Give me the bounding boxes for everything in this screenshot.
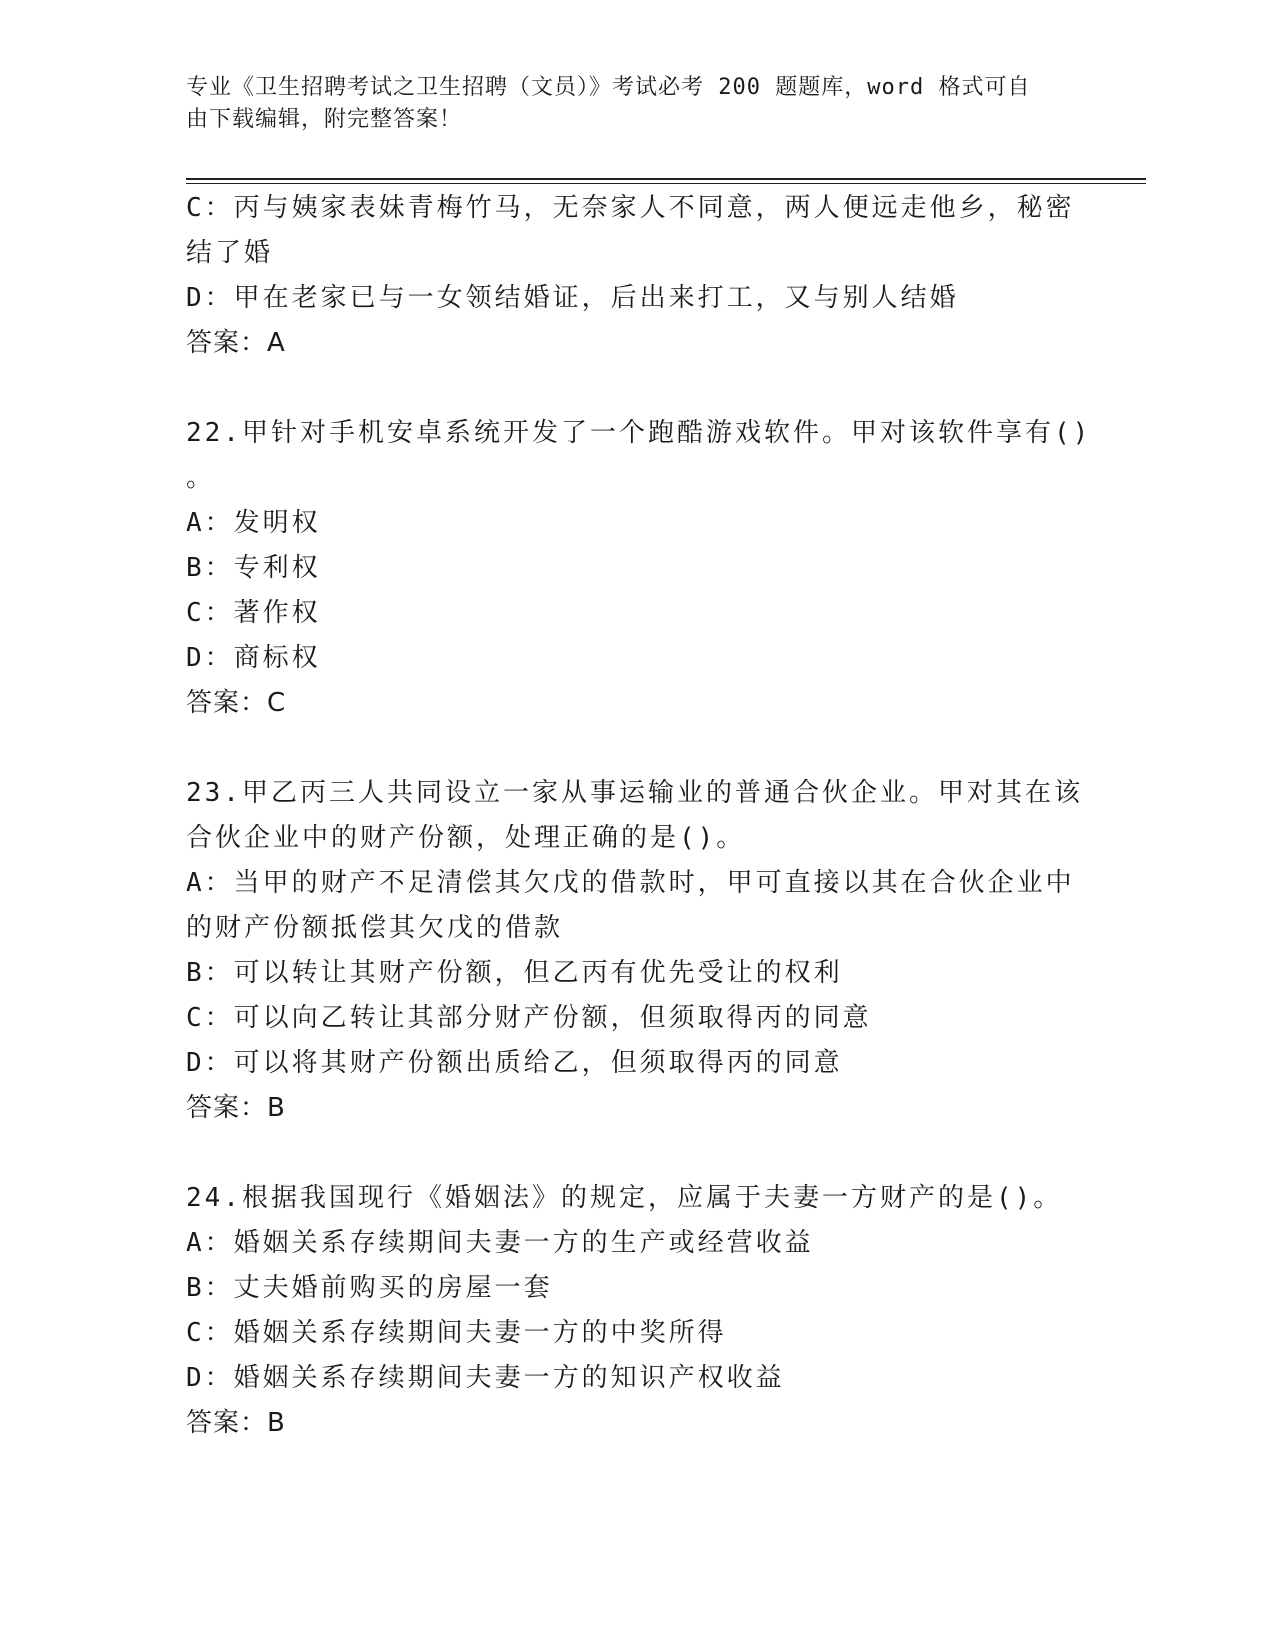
question-stem-line: 24.根据我国现行《婚姻法》的规定，应属于夫妻一方财产的是()。: [186, 1183, 1063, 1213]
question-22: [186, 411, 1092, 726]
option-b: B：丈夫婚前购买的房屋一套: [186, 1273, 553, 1303]
question-body: [186, 186, 1092, 1446]
option-a: A：婚姻关系存续期间夫妻一方的生产或经营收益: [186, 1228, 814, 1258]
option-b: B：可以转让其财产份额，但乙丙有优先受让的权利: [186, 958, 843, 988]
answer-line: 答案：A: [186, 328, 286, 358]
option-d: D：婚姻关系存续期间夫妻一方的知识产权收益: [186, 1363, 785, 1393]
option-b: B：专利权: [186, 553, 321, 583]
option-a-line-1: A：当甲的财产不足清偿其欠戊的借款时，甲可直接以其在合伙企业中: [186, 868, 1075, 898]
answer-line: 答案：B: [186, 1408, 286, 1438]
option-c: C：婚姻关系存续期间夫妻一方的中奖所得: [186, 1318, 727, 1348]
document-header: [186, 72, 1066, 136]
question-24: [186, 1176, 1086, 1446]
header-title-line-1: 专业《卫生招聘考试之卫生招聘（文员）》考试必考 200 题题库，word 格式可自: [186, 75, 1031, 100]
question-23: [186, 771, 1086, 1131]
spacer: [186, 726, 1086, 771]
question-stem-line: 。: [186, 463, 216, 493]
header-rule-thin: [186, 183, 1146, 184]
option-c: C：著作权: [186, 598, 321, 628]
option-c-line-1: C：丙与姨家表妹青梅竹马，无奈家人不同意，两人便远走他乡，秘密: [186, 193, 1075, 223]
spacer: [186, 1131, 1086, 1176]
header-rule-thick: [186, 178, 1146, 180]
header-title-line-2: 由下载编辑，附完整答案！: [186, 107, 463, 132]
spacer: [186, 366, 1086, 411]
option-c-line-2: 结了婚: [186, 238, 274, 268]
answer-line: 答案：C: [186, 688, 287, 718]
option-d: D：可以将其财产份额出质给乙，但须取得丙的同意: [186, 1048, 843, 1078]
previous-question-continuation: [186, 186, 1086, 366]
option-d: D：商标权: [186, 643, 321, 673]
option-a-line-2: 的财产份额抵偿其欠戊的借款: [186, 913, 564, 943]
option-d: D：甲在老家已与一女领结婚证，后出来打工，又与别人结婚: [186, 283, 959, 313]
question-stem-line: 22.甲针对手机安卓系统开发了一个跑酷游戏软件。甲对该软件享有(): [186, 418, 1092, 448]
option-a: A：发明权: [186, 508, 321, 538]
answer-line: 答案：B: [186, 1093, 286, 1123]
question-stem-line: 合伙企业中的财产份额，处理正确的是()。: [186, 823, 746, 853]
question-stem-line: 23.甲乙丙三人共同设立一家从事运输业的普通合伙企业。甲对其在该: [186, 778, 1083, 808]
option-c: C：可以向乙转让其部分财产份额，但须取得丙的同意: [186, 1003, 872, 1033]
